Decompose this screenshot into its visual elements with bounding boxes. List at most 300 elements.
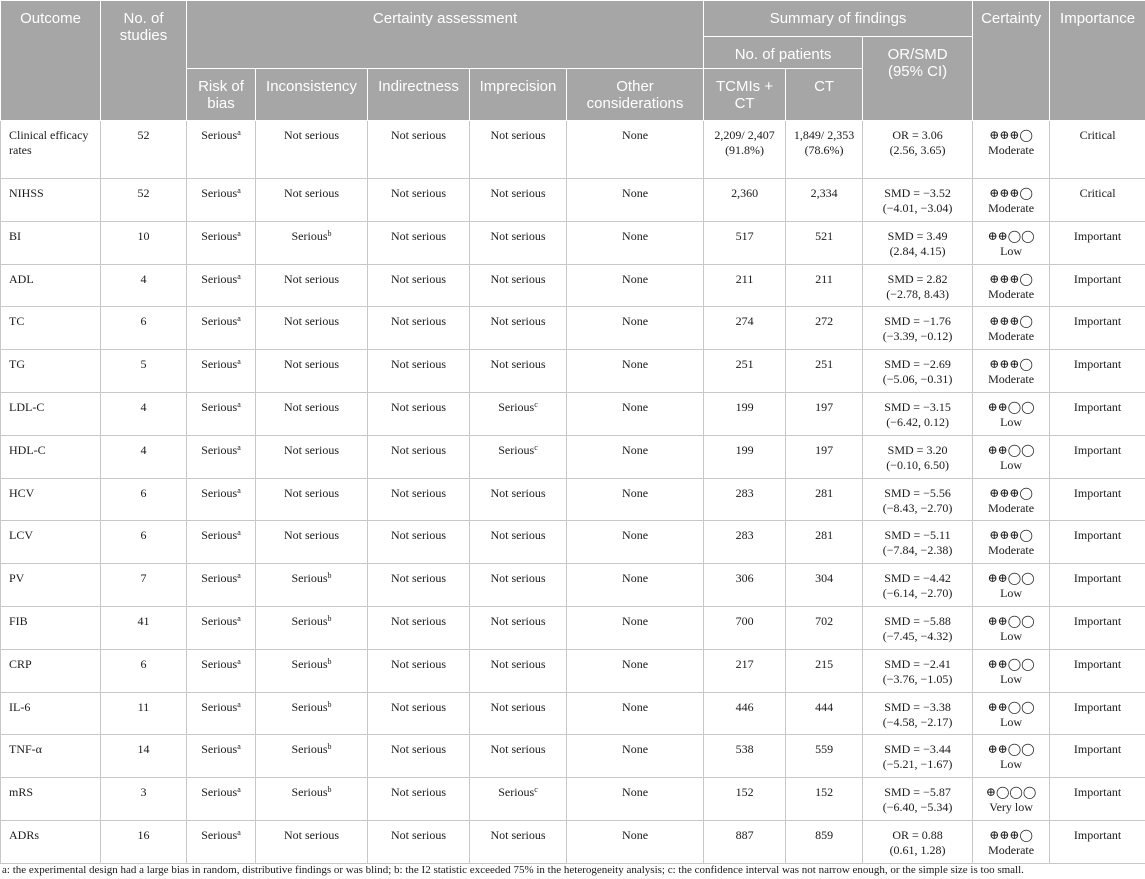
cell-no-of-studies-text: 4 (140, 271, 147, 286)
cell-outcome-text: LCV (9, 528, 33, 543)
cell-tcmis-ct-patients (704, 778, 786, 821)
footnote-marker: a (237, 128, 241, 137)
cell-tcmis-ct-patients (704, 735, 786, 778)
cell-certainty (973, 606, 1050, 649)
cell-certainty-level: Low (1000, 671, 1023, 686)
cell-imprecision (470, 649, 567, 692)
cell-imprecision-text: Not serious (490, 742, 546, 757)
table-row (1, 606, 1145, 649)
cell-tcmis-ct-patients (704, 307, 786, 350)
cell-imprecision (470, 820, 567, 863)
cell-other-considerations-text: None (622, 357, 649, 372)
cell-risk-of-bias-text: Serious (201, 271, 238, 286)
cell-importance-text: Important (1073, 528, 1122, 543)
cell-inconsistency (256, 392, 368, 435)
header-no-of-studies: No. of studies (101, 1, 187, 121)
cell-certainty (973, 392, 1050, 435)
cell-ct-patients-text: 152 (815, 785, 834, 800)
table-row (1, 307, 1145, 350)
cell-certainty-symbols: ⊕⊕⊕◯ (989, 314, 1033, 329)
cell-effect-estimate (863, 392, 973, 435)
cell-tcmis-ct-patients (704, 179, 786, 222)
footnote-marker: a (237, 357, 241, 367)
cell-importance (1050, 778, 1145, 821)
cell-ct-patients-text: 272 (815, 314, 834, 329)
cell-outcome-text: IL-6 (9, 699, 31, 714)
cell-ct-patients-text: 251 (815, 357, 834, 372)
cell-importance-text: Critical (1079, 186, 1116, 200)
cell-importance (1050, 521, 1145, 564)
cell-effect-estimate (863, 606, 973, 649)
cell-other-considerations (567, 735, 704, 778)
cell-no-of-studies (101, 564, 187, 607)
cell-tcmis-ct-patients-text: 283 (735, 485, 754, 500)
cell-tcmis-ct-patients (704, 392, 786, 435)
footnote-marker: c (534, 399, 538, 409)
cell-tcmis-ct-patients-text: 199 (735, 442, 754, 457)
cell-inconsistency (256, 735, 368, 778)
cell-ct-patients-text: 702 (815, 613, 834, 628)
cell-imprecision (470, 735, 567, 778)
cell-tcmis-ct-patients-text: 446 (735, 699, 754, 714)
cell-ct-patients (786, 350, 863, 393)
cell-tcmis-ct-patients-text: 217 (735, 656, 754, 671)
cell-effect-estimate (863, 521, 973, 564)
cell-importance (1050, 307, 1145, 350)
cell-imprecision-text: Not serious (490, 271, 546, 286)
cell-risk-of-bias-text: Serious (201, 485, 238, 500)
cell-risk-of-bias-text: Serious (201, 571, 238, 586)
cell-importance-text: Important (1073, 699, 1122, 714)
cell-inconsistency-text: Serious (291, 785, 328, 800)
cell-imprecision-text: Not serious (490, 128, 546, 142)
cell-indirectness-text: Not serious (391, 699, 446, 714)
cell-inconsistency-text: Serious (291, 656, 328, 671)
cell-inconsistency (256, 478, 368, 521)
table-row (1, 435, 1145, 478)
cell-tcmis-ct-patients-text: 152 (735, 785, 754, 800)
cell-certainty-symbols: ⊕⊕⊕◯ (989, 357, 1033, 372)
cell-imprecision-text: Not serious (490, 827, 546, 842)
cell-certainty-level: Moderate (988, 500, 1035, 515)
footnote-marker: a (237, 399, 241, 409)
cell-indirectness (368, 350, 470, 393)
cell-other-considerations (567, 649, 704, 692)
cell-outcome-text: ADRs (9, 827, 40, 842)
cell-importance (1050, 649, 1145, 692)
cell-risk-of-bias (187, 435, 256, 478)
cell-importance-text: Important (1073, 228, 1122, 243)
cell-inconsistency-text: Not serious (284, 314, 339, 329)
cell-ct-patients-text: 521 (815, 228, 834, 243)
cell-tcmis-ct-patients-text: 2,209/ 2,407 (91.8%) (714, 128, 775, 157)
cell-effect-estimate-est2: (−7.45, −4.32) (882, 628, 953, 643)
cell-inconsistency-text: Serious (291, 699, 328, 714)
cell-risk-of-bias-text: Serious (201, 827, 238, 842)
cell-inconsistency-text: Not serious (284, 399, 339, 414)
cell-effect-estimate-est2: (−5.21, −1.67) (882, 757, 953, 772)
table-row (1, 350, 1145, 393)
cell-risk-of-bias-text: Serious (201, 528, 238, 543)
cell-no-of-studies (101, 521, 187, 564)
cell-risk-of-bias (187, 221, 256, 264)
header-certainty: Certainty (973, 1, 1050, 121)
cell-other-considerations (567, 606, 704, 649)
cell-no-of-studies-text: 7 (140, 571, 147, 586)
cell-no-of-studies (101, 221, 187, 264)
cell-other-considerations-text: None (622, 485, 649, 500)
cell-no-of-studies-text: 11 (137, 699, 150, 714)
cell-outcome-text: FIB (9, 613, 28, 628)
cell-effect-estimate-est2: (2.56, 3.65) (889, 143, 946, 157)
cell-indirectness (368, 264, 470, 307)
cell-no-of-studies-text: 3 (140, 785, 147, 800)
cell-effect-estimate-est1: SMD = 2.82 (887, 271, 948, 286)
cell-no-of-studies-text: 52 (137, 186, 150, 200)
header-tcmis-ct: TCMIs + CT (704, 69, 786, 121)
cell-risk-of-bias (187, 478, 256, 521)
cell-other-considerations (567, 392, 704, 435)
cell-effect-estimate-est2: (−4.58, −2.17) (882, 714, 953, 729)
footnote-marker: a (237, 271, 241, 281)
cell-certainty-symbols: ⊕⊕⊕◯ (989, 528, 1033, 543)
cell-imprecision (470, 692, 567, 735)
cell-ct-patients-text: 197 (815, 442, 834, 457)
cell-certainty (973, 692, 1050, 735)
cell-outcome-text: ADL (9, 271, 34, 286)
footnote-marker: a (237, 656, 241, 666)
header-other-considerations: Other considerations (567, 69, 704, 121)
cell-risk-of-bias (187, 264, 256, 307)
cell-indirectness (368, 735, 470, 778)
cell-indirectness-text: Not serious (391, 442, 446, 457)
cell-no-of-studies (101, 121, 187, 179)
cell-ct-patients-text: 559 (815, 742, 834, 757)
cell-ct-patients-text: 1,849/ 2,353 (78.6%) (793, 128, 855, 157)
cell-certainty-level: Low (1000, 628, 1023, 643)
cell-ct-patients (786, 179, 863, 222)
cell-inconsistency (256, 350, 368, 393)
cell-other-considerations (567, 564, 704, 607)
cell-other-considerations-text: None (622, 528, 649, 543)
cell-indirectness-text: Not serious (391, 613, 446, 628)
table-row (1, 179, 1145, 222)
cell-risk-of-bias-text: Serious (201, 314, 238, 329)
cell-certainty (973, 521, 1050, 564)
cell-importance-text: Important (1073, 442, 1122, 457)
cell-certainty-symbols: ⊕◯◯◯ (985, 785, 1037, 800)
cell-tcmis-ct-patients (704, 692, 786, 735)
cell-tcmis-ct-patients-text: 306 (735, 571, 754, 586)
cell-ct-patients-text: 215 (815, 656, 834, 671)
cell-ct-patients-text: 444 (815, 699, 834, 714)
cell-indirectness-text: Not serious (391, 571, 446, 586)
cell-effect-estimate (863, 649, 973, 692)
cell-no-of-studies (101, 649, 187, 692)
cell-certainty-symbols: ⊕⊕⊕◯ (989, 485, 1033, 500)
cell-inconsistency-text: Not serious (284, 827, 339, 842)
cell-no-of-studies-text: 14 (137, 742, 150, 757)
cell-certainty-level: Moderate (988, 543, 1035, 558)
cell-risk-of-bias-text: Serious (201, 228, 238, 243)
cell-effect-estimate-est1: SMD = −5.87 (884, 785, 951, 800)
cell-indirectness (368, 221, 470, 264)
cell-outcome-text: HCV (9, 485, 35, 500)
cell-outcome (1, 121, 101, 179)
cell-imprecision (470, 606, 567, 649)
cell-other-considerations-text: None (622, 827, 649, 842)
cell-no-of-studies-text: 10 (137, 228, 150, 243)
cell-risk-of-bias (187, 606, 256, 649)
cell-tcmis-ct-patients-text: 517 (735, 228, 754, 243)
cell-certainty (973, 778, 1050, 821)
cell-indirectness (368, 692, 470, 735)
footnote-marker: c (534, 442, 538, 452)
cell-outcome (1, 435, 101, 478)
table-body (1, 121, 1145, 864)
cell-tcmis-ct-patients (704, 606, 786, 649)
cell-outcome-text: TC (9, 314, 25, 329)
cell-no-of-studies (101, 307, 187, 350)
cell-effect-estimate-est1: SMD = −1.76 (884, 314, 951, 329)
cell-imprecision (470, 221, 567, 264)
cell-effect-estimate (863, 735, 973, 778)
cell-inconsistency-text: Serious (291, 228, 328, 243)
cell-risk-of-bias-text: Serious (201, 357, 238, 372)
cell-risk-of-bias-text: Serious (201, 399, 238, 414)
cell-indirectness-text: Not serious (391, 528, 446, 543)
cell-certainty-level: Low (1000, 414, 1023, 429)
footnote-marker: b (327, 571, 332, 581)
cell-other-considerations (567, 350, 704, 393)
cell-no-of-studies-text: 4 (140, 399, 147, 414)
cell-risk-of-bias (187, 392, 256, 435)
footnote-marker: a (237, 228, 241, 238)
cell-indirectness (368, 179, 470, 222)
cell-ct-patients (786, 435, 863, 478)
cell-indirectness-text: Not serious (391, 399, 446, 414)
footnote-marker: a (237, 485, 241, 495)
table-row (1, 735, 1145, 778)
cell-effect-estimate (863, 307, 973, 350)
cell-no-of-studies (101, 778, 187, 821)
cell-imprecision (470, 392, 567, 435)
cell-effect-estimate-est1: OR = 0.88 (892, 827, 943, 842)
cell-inconsistency (256, 221, 368, 264)
cell-other-considerations (567, 121, 704, 179)
cell-tcmis-ct-patients (704, 478, 786, 521)
cell-other-considerations-text: None (622, 271, 649, 286)
cell-importance-text: Important (1073, 742, 1122, 757)
cell-outcome (1, 264, 101, 307)
cell-importance-text: Important (1073, 399, 1122, 414)
cell-certainty-level: Moderate (988, 842, 1035, 857)
cell-other-considerations-text: None (622, 785, 649, 800)
cell-no-of-studies-text: 52 (137, 128, 150, 142)
cell-ct-patients (786, 121, 863, 179)
cell-imprecision (470, 521, 567, 564)
cell-outcome (1, 307, 101, 350)
cell-ct-patients (786, 606, 863, 649)
cell-certainty-symbols: ⊕⊕◯◯ (987, 699, 1035, 714)
cell-inconsistency (256, 121, 368, 179)
footnote-marker: a (237, 699, 241, 709)
cell-indirectness (368, 521, 470, 564)
cell-imprecision-text: Not serious (490, 613, 546, 628)
cell-effect-estimate-est2: (0.61, 1.28) (889, 842, 946, 857)
cell-certainty-symbols: ⊕⊕⊕◯ (989, 128, 1033, 142)
header-imprecision: Imprecision (470, 69, 567, 121)
cell-imprecision-text: Not serious (490, 314, 546, 329)
cell-tcmis-ct-patients-text: 538 (735, 742, 754, 757)
cell-imprecision (470, 307, 567, 350)
cell-certainty-symbols: ⊕⊕◯◯ (987, 399, 1035, 414)
footnote-marker: b (327, 699, 332, 709)
cell-other-considerations (567, 435, 704, 478)
cell-tcmis-ct-patients (704, 820, 786, 863)
footnote-marker: b (327, 228, 332, 238)
cell-imprecision (470, 350, 567, 393)
cell-no-of-studies (101, 606, 187, 649)
cell-importance (1050, 692, 1145, 735)
cell-inconsistency (256, 521, 368, 564)
cell-indirectness-text: Not serious (391, 357, 446, 372)
cell-certainty-level: Moderate (988, 286, 1035, 301)
cell-outcome (1, 735, 101, 778)
cell-certainty (973, 820, 1050, 863)
cell-importance (1050, 820, 1145, 863)
cell-outcome-text: Clinical efficacy rates (9, 128, 89, 157)
footnote-marker: b (327, 742, 332, 752)
cell-ct-patients (786, 820, 863, 863)
cell-outcome-text: LDL-C (9, 399, 45, 414)
cell-ct-patients (786, 307, 863, 350)
cell-indirectness-text: Not serious (391, 485, 446, 500)
cell-imprecision-text: Not serious (490, 528, 546, 543)
cell-certainty (973, 649, 1050, 692)
cell-other-considerations-text: None (622, 613, 649, 628)
cell-certainty-symbols: ⊕⊕⊕◯ (989, 827, 1033, 842)
cell-effect-estimate-est2: (−6.40, −5.34) (882, 800, 953, 815)
cell-imprecision (470, 778, 567, 821)
header-or-smd (863, 37, 973, 121)
cell-effect-estimate-est1: SMD = 3.20 (887, 442, 948, 457)
cell-certainty (973, 564, 1050, 607)
cell-effect-estimate-est1: SMD = −2.41 (884, 656, 951, 671)
table-row (1, 521, 1145, 564)
cell-importance-text: Important (1073, 571, 1122, 586)
cell-imprecision-text: Not serious (490, 571, 546, 586)
cell-certainty (973, 307, 1050, 350)
cell-inconsistency-text: Serious (291, 571, 328, 586)
header-ct: CT (786, 69, 863, 121)
cell-risk-of-bias (187, 350, 256, 393)
cell-indirectness-text: Not serious (391, 228, 446, 243)
cell-certainty-level: Moderate (988, 143, 1035, 157)
cell-other-considerations (567, 478, 704, 521)
cell-other-considerations-text: None (622, 228, 649, 243)
cell-indirectness (368, 392, 470, 435)
cell-importance (1050, 435, 1145, 478)
cell-certainty-level: Low (1000, 714, 1023, 729)
cell-no-of-studies (101, 692, 187, 735)
cell-importance (1050, 478, 1145, 521)
cell-importance (1050, 264, 1145, 307)
cell-inconsistency-text: Not serious (284, 271, 339, 286)
cell-certainty-symbols: ⊕⊕◯◯ (987, 656, 1035, 671)
cell-other-considerations-text: None (622, 128, 649, 142)
footnote-marker: b (327, 656, 332, 666)
cell-certainty (973, 121, 1050, 179)
cell-risk-of-bias-text: Serious (201, 613, 238, 628)
cell-effect-estimate-est2: (2.84, 4.15) (889, 243, 946, 258)
cell-importance-text: Important (1073, 656, 1122, 671)
cell-tcmis-ct-patients (704, 221, 786, 264)
cell-certainty (973, 264, 1050, 307)
cell-inconsistency (256, 564, 368, 607)
cell-outcome (1, 606, 101, 649)
cell-effect-estimate-est1: SMD = −3.15 (884, 399, 951, 414)
cell-no-of-studies (101, 350, 187, 393)
header-importance: Importance (1050, 1, 1145, 121)
cell-importance-text: Important (1073, 785, 1122, 800)
cell-effect-estimate-est1: SMD = −5.11 (884, 528, 951, 543)
cell-effect-estimate-est2: (−0.10, 6.50) (886, 457, 949, 472)
cell-risk-of-bias (187, 649, 256, 692)
cell-other-considerations (567, 692, 704, 735)
cell-certainty (973, 350, 1050, 393)
table-row (1, 820, 1145, 863)
cell-certainty-level: Low (1000, 243, 1023, 258)
cell-tcmis-ct-patients-text: 251 (735, 357, 754, 372)
table-row (1, 121, 1145, 179)
cell-outcome (1, 221, 101, 264)
table-row (1, 564, 1145, 607)
footnote-marker: a (237, 785, 241, 795)
footnote-marker: c (534, 785, 538, 795)
cell-inconsistency (256, 307, 368, 350)
cell-ct-patients-text: 859 (815, 827, 834, 842)
cell-inconsistency (256, 435, 368, 478)
footnote-marker: b (327, 785, 332, 795)
cell-tcmis-ct-patients (704, 521, 786, 564)
cell-ct-patients (786, 778, 863, 821)
cell-outcome-text: HDL-C (9, 442, 46, 457)
cell-ct-patients (786, 649, 863, 692)
cell-indirectness (368, 121, 470, 179)
cell-risk-of-bias (187, 521, 256, 564)
cell-effect-estimate-est1: OR = 3.06 (892, 128, 943, 142)
cell-tcmis-ct-patients-text: 2,360 (731, 186, 759, 200)
cell-indirectness-text: Not serious (391, 827, 446, 842)
cell-other-considerations-text: None (622, 571, 649, 586)
cell-risk-of-bias-text: Serious (201, 442, 238, 457)
footnote-marker: a (237, 742, 241, 752)
cell-indirectness (368, 606, 470, 649)
cell-importance (1050, 121, 1145, 179)
header-inconsistency: Inconsistency (256, 69, 368, 121)
cell-imprecision-text: Not serious (490, 228, 546, 243)
cell-risk-of-bias (187, 121, 256, 179)
cell-importance (1050, 735, 1145, 778)
footnote-marker: a (237, 314, 241, 324)
cell-effect-estimate-est1: SMD = −4.42 (884, 571, 951, 586)
cell-tcmis-ct-patients (704, 435, 786, 478)
cell-effect-estimate-est1: SMD = −5.56 (884, 485, 951, 500)
cell-no-of-studies (101, 735, 187, 778)
cell-indirectness-text: Not serious (391, 314, 446, 329)
cell-indirectness (368, 478, 470, 521)
